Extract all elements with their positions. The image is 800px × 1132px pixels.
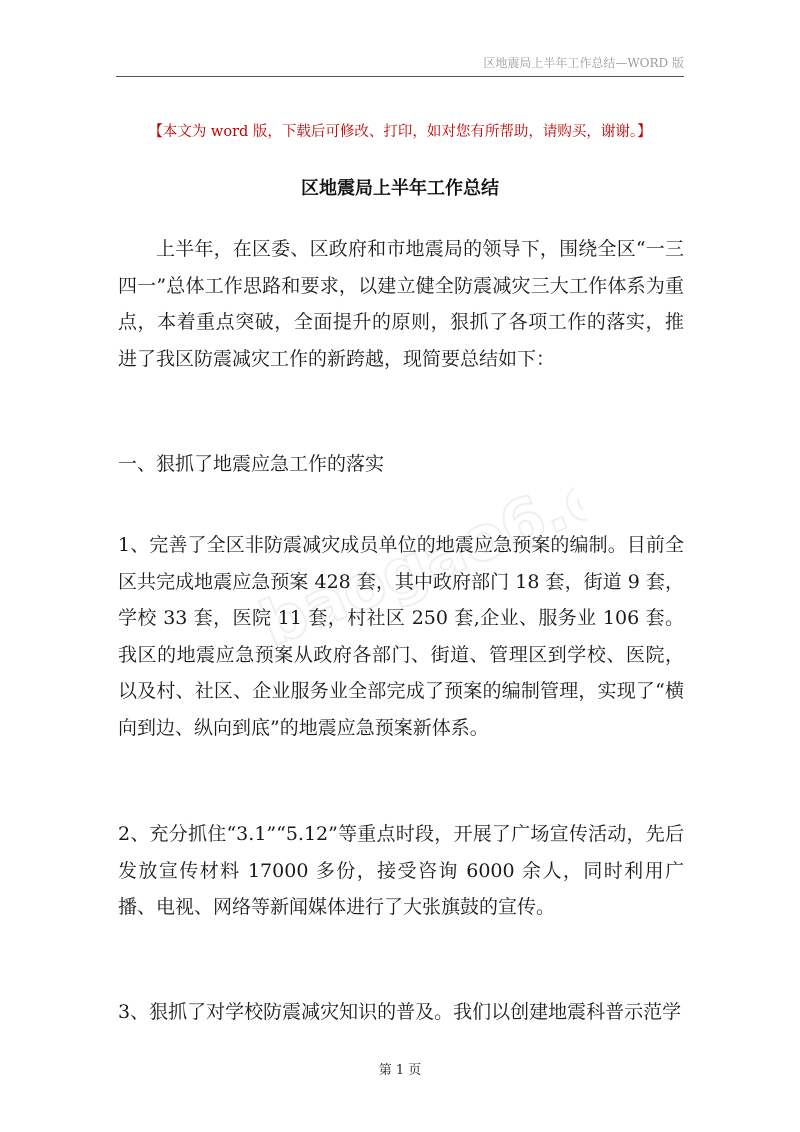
watermark-text: baogao6.com [250,431,604,661]
paragraph-item: 3、狠抓了对学校防震减灾知识的普及。我们以创建地震科普示范学 [118,1001,682,1023]
purchase-notice: 【本文为 word 版，下载后可修改、打印，如对您有所帮助，请购买，谢谢。】 [148,124,652,140]
page-header [116,52,684,77]
running-title: 区地震局上半年工作总结—WORD 版 [483,56,684,70]
paragraph-item: 1、完善了全区非防震减灾成员单位的地震应急预案的编制。目前全区共完成地震应急预案 428 套，其中政府部门 18 套，街道 9 套，学校 33 套，医院 11 套，村社区 250 套,企业、服务业 106 套。我区的地震应急预案从政府各部门、街道、管理区到学校、医院，以及村、社区、企业服务业全部完成了预案的编制管理，实现了“横向到边、纵向到底”的地震应急预案新体系。 [118,534,684,739]
document-title: 区地震局上半年工作总结 [301,178,499,199]
section-heading: 一、狠抓了地震应急工作的落实 [118,453,385,475]
paragraph-item: 2、充分抓住“3.1”“5.12”等重点时段，开展了广场宣传活动，先后发放宣传材料 17000 多份，接受咨询 6000 余人，同时利用广播、电视、网络等新闻媒体进行了大张旗鼓的宣传。 [118,823,684,918]
intro-paragraph: 上半年，在区委、区政府和市地震局的领导下，围绕全区“一三四一”总体工作思路和要求，以建立健全防震减灾三大工作体系为重点，本着重点突破，全面提升的原则，狠抓了各项工作的落实，推进了我区防震减灾工作的新跨越，现简要总结如下： [118,238,684,370]
page-number: 第 1 页 [378,1063,422,1078]
